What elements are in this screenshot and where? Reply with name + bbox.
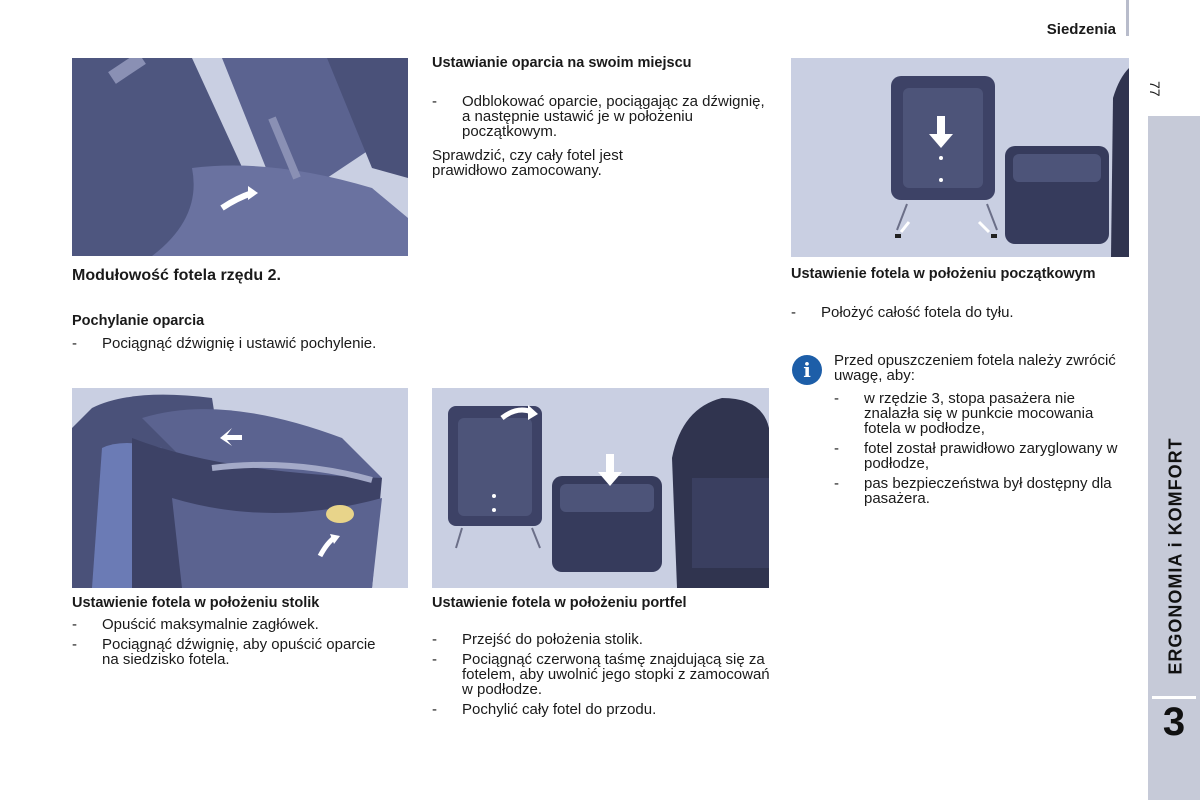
list-item: - Odblokować oparcie, pociągając za dźwignię, a następnie ustawić je w położeniu początkowym. <box>432 93 765 140</box>
section-title: Siedzenia <box>1046 21 1116 38</box>
list-item: - pas bezpieczeństwa był dostępny dla pasażera. <box>834 475 1112 507</box>
list-item: - Położyć całość fotela do tyłu. <box>791 304 1014 321</box>
table-position-illustration <box>72 388 408 588</box>
list-item: - Pociągnąć dźwignię i ustawić pochylenie. <box>72 335 377 352</box>
wallet-position-illustration <box>432 388 769 588</box>
figure-initial-position <box>791 58 1129 257</box>
table-heading: Ustawienie fotela w położeniu stolik <box>72 595 320 611</box>
chapter-number: 3 <box>1162 700 1186 744</box>
figure-seat-tilt <box>72 58 408 256</box>
table-list <box>72 617 392 672</box>
wallet-list <box>432 632 774 722</box>
figure-wallet-position <box>432 388 769 588</box>
restore-back-heading: Ustawianie oparcia na swoim miejscu <box>432 55 692 71</box>
info-icon: i <box>792 355 822 385</box>
info-intro: Przed opuszczeniem fotela należy zwrócić uwagę, aby: <box>834 352 1116 384</box>
restore-back-note: Sprawdzić, czy cały fotel jest prawidłowo zamocowany. <box>432 147 623 179</box>
list-item: - Pociągnąć dźwignię, aby opuścić oparcie na siedzisko fotela. <box>72 636 376 668</box>
tilt-list <box>72 336 392 356</box>
main-title: Modułowość fotela rzędu 2. <box>72 267 281 284</box>
seat-tilt-illustration <box>72 58 408 256</box>
initial-list <box>791 305 1121 325</box>
list-item: - Pociągnąć czerwoną taśmę znajdującą się za fotelem, aby uwolnić jego stopki z zamocowań w podłodze. <box>432 651 770 698</box>
list-item: - fotel został prawidłowo zaryglowany w podłodze, <box>834 440 1118 472</box>
tilt-heading: Pochylanie oparcia <box>72 313 205 329</box>
info-list <box>834 391 1134 511</box>
initial-heading: Ustawienie fotela w położeniu początkowym <box>791 266 1096 282</box>
initial-position-illustration <box>791 58 1129 257</box>
list-item: - w rzędzie 3, stopa pasażera nie znalazła się w punkcie mocowania fotela w podłodze, <box>834 390 1094 437</box>
header-divider <box>1126 0 1129 36</box>
page-number: 77 <box>1147 81 1163 97</box>
chapter-divider <box>1152 696 1196 699</box>
list-item: - Pochylić cały fotel do przodu. <box>432 701 657 718</box>
wallet-heading: Ustawienie fotela w położeniu portfel <box>432 595 687 611</box>
list-item: - Przejść do położenia stolik. <box>432 631 643 648</box>
list-item: - Opuścić maksymalnie zagłówek. <box>72 616 319 633</box>
restore-back-list <box>432 94 772 144</box>
chapter-title: ERGONOMIA i KOMFORT <box>1165 437 1186 675</box>
figure-table-position <box>72 388 408 588</box>
